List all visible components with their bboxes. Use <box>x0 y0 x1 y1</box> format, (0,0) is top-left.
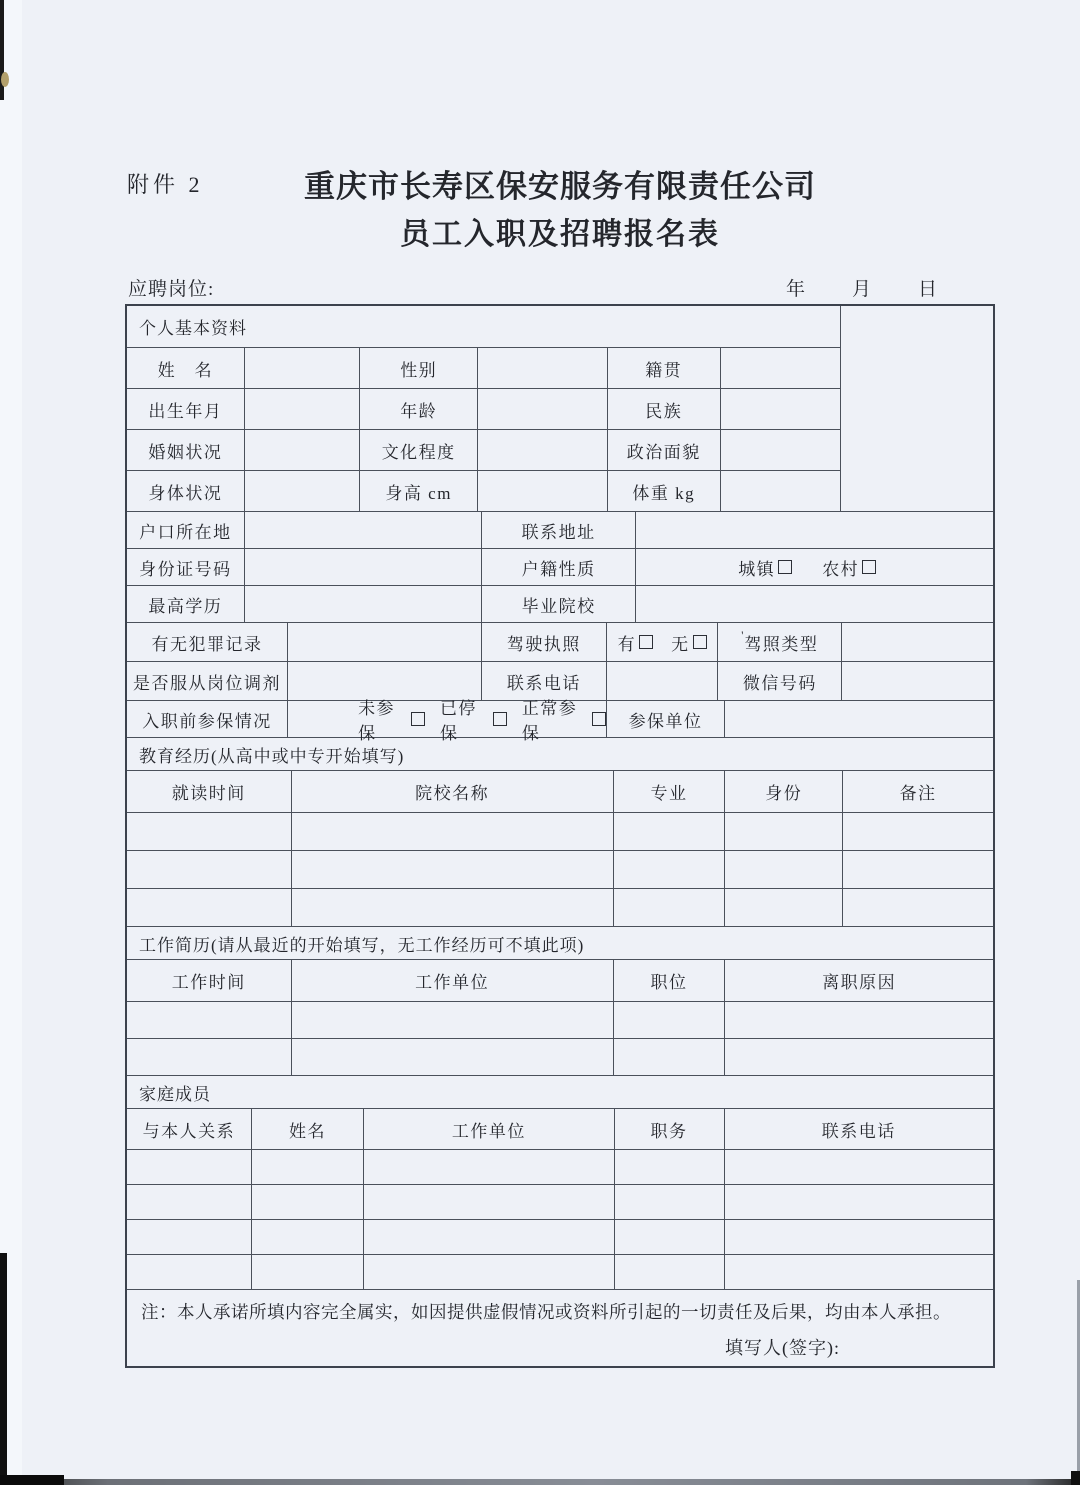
table-row <box>127 771 993 813</box>
insurance-status-label: 入职前参保情况 <box>127 701 288 738</box>
empty-cell <box>127 1255 252 1290</box>
marital-status-label: 婚姻状况 <box>127 430 245 471</box>
household-location-value-cell <box>245 512 482 549</box>
phone-label: 联系电话 <box>482 662 607 701</box>
empty-cell <box>364 1150 614 1185</box>
table-row <box>127 430 841 471</box>
rural-checkbox <box>862 560 876 574</box>
empty-cell <box>843 813 993 851</box>
highest-education-value-cell <box>245 586 482 623</box>
height-value-cell <box>478 471 608 512</box>
empty-cell <box>725 1150 993 1185</box>
date-day-label: 日 <box>917 279 937 300</box>
empty-cell <box>252 1150 365 1185</box>
contact-address-value-cell <box>636 512 993 549</box>
political-status-value-cell <box>721 430 841 471</box>
company-name-title: 重庆市长寿区保安服务有限责任公司 <box>304 169 816 204</box>
education-section-title: 教育经历(从高中或中专开始填写) <box>127 738 993 771</box>
form-title: 员工入职及招聘报名表 <box>400 218 720 251</box>
edu-header-identity: 身份 <box>725 771 843 813</box>
empty-cell <box>843 851 993 889</box>
work-header-position: 职位 <box>614 960 726 1002</box>
table-row <box>127 306 841 348</box>
work-header-employer: 工作单位 <box>292 960 614 1002</box>
date-year-label: 年 <box>785 279 805 300</box>
empty-cell <box>127 1150 252 1185</box>
empty-cell <box>364 1220 614 1255</box>
photo-box <box>841 306 993 512</box>
name-value-cell <box>245 348 361 389</box>
family-header-name: 姓名 <box>252 1109 365 1150</box>
document-body <box>125 0 995 1368</box>
normally-insured-option <box>522 694 606 744</box>
table-row <box>127 1290 993 1366</box>
insurance-unit-value-cell <box>725 701 993 738</box>
table-row <box>127 549 993 586</box>
graduate-school-value-cell <box>636 586 993 623</box>
work-header-leave-reason: 离职原因 <box>725 960 993 1002</box>
household-type-options-cell <box>636 549 993 586</box>
date-fields <box>786 274 937 301</box>
native-place-value-cell <box>721 348 841 389</box>
criminal-record-label: 有无犯罪记录 <box>127 623 288 662</box>
family-empty-row <box>127 1185 993 1220</box>
id-number-value-cell <box>245 549 482 586</box>
empty-cell <box>614 1002 726 1039</box>
signer-label: 填写人(签字): <box>725 1338 840 1358</box>
empty-cell <box>292 1039 614 1076</box>
insurance-unit-label: 参保单位 <box>607 701 726 738</box>
family-empty-row <box>127 1220 993 1255</box>
highest-education-label: 最高学历 <box>127 586 245 623</box>
physical-condition-value-cell <box>245 471 361 512</box>
name-label: 姓 名 <box>127 348 245 389</box>
title-block <box>125 161 995 253</box>
marital-status-value-cell <box>245 430 361 471</box>
table-row <box>127 348 841 389</box>
phone-value-cell <box>607 662 719 701</box>
license-type-label <box>718 623 842 662</box>
driving-license-label: 驾驶执照 <box>482 623 607 662</box>
graduate-school-label: 毕业院校 <box>482 586 636 623</box>
personal-info-section-title: 个人基本资料 <box>127 306 841 348</box>
education-level-value-cell <box>478 430 608 471</box>
personal-basics-section <box>127 306 993 512</box>
stray-scan-mark: ' <box>741 628 744 642</box>
empty-cell <box>252 1255 365 1290</box>
document-header <box>125 161 995 253</box>
personal-basics-grid <box>127 306 841 512</box>
empty-cell <box>292 889 614 927</box>
meta-row <box>125 274 995 301</box>
empty-cell <box>364 1255 614 1290</box>
scan-artifact-bottom-left <box>0 1475 64 1485</box>
ethnicity-label: 民族 <box>608 389 721 430</box>
insurance-suspended-label: 已停保 <box>439 699 477 743</box>
normally-insured-label: 正常参保 <box>521 699 578 743</box>
insurance-suspended-checkbox <box>493 712 507 726</box>
education-empty-row <box>127 889 993 927</box>
urban-checkbox <box>778 560 792 574</box>
scan-speck <box>1 72 9 87</box>
table-row <box>127 512 993 549</box>
weight-value-cell <box>721 471 841 512</box>
license-yes-checkbox <box>639 635 653 649</box>
height-label: 身高 cm <box>360 471 478 512</box>
education-empty-row <box>127 851 993 889</box>
empty-cell <box>292 851 614 889</box>
table-row <box>127 389 841 430</box>
table-row <box>127 699 993 743</box>
empty-cell <box>127 851 292 889</box>
ethnicity-value-cell <box>721 389 841 430</box>
empty-cell <box>615 1255 725 1290</box>
family-section-title: 家庭成员 <box>127 1076 993 1109</box>
work-section-title: 工作简历(请从最近的开始填写，无工作经历可不填此项) <box>127 927 993 960</box>
date-month-label: 月 <box>851 279 871 300</box>
contact-address-label: 联系地址 <box>482 512 636 549</box>
insurance-suspended-option <box>440 694 507 744</box>
work-empty-row <box>127 1002 993 1039</box>
license-yes-label: 有 <box>617 634 637 654</box>
edu-header-period: 就读时间 <box>127 771 292 813</box>
family-header-position: 职务 <box>615 1109 725 1150</box>
age-label: 年龄 <box>360 389 478 430</box>
table-row <box>127 1109 993 1150</box>
urban-option-label: 城镇 <box>738 559 776 579</box>
native-place-label: 籍贯 <box>608 348 721 389</box>
scan-artifact-bottom-right <box>1071 1471 1080 1485</box>
political-status-label: 政治面貌 <box>608 430 721 471</box>
license-type-value-cell <box>842 623 993 662</box>
weight-label: 体重 kg <box>608 471 721 512</box>
birth-date-label: 出生年月 <box>127 389 245 430</box>
empty-cell <box>725 851 843 889</box>
normally-insured-checkbox <box>592 712 606 726</box>
wechat-label: 微信号码 <box>718 662 842 701</box>
education-level-label: 文化程度 <box>360 430 478 471</box>
empty-cell <box>252 1185 365 1220</box>
family-header-phone: 联系电话 <box>725 1109 993 1150</box>
age-value-cell <box>478 389 608 430</box>
gender-value-cell <box>478 348 608 389</box>
empty-cell <box>614 889 726 927</box>
license-no-checkbox <box>693 635 707 649</box>
edu-header-remarks: 备注 <box>843 771 993 813</box>
table-row <box>127 623 993 662</box>
edu-header-major: 专业 <box>614 771 726 813</box>
license-no-label: 无 <box>671 634 690 654</box>
empty-cell <box>127 1002 292 1039</box>
family-header-relationship: 与本人关系 <box>127 1109 252 1150</box>
table-row <box>127 927 993 960</box>
empty-cell <box>725 889 843 927</box>
empty-cell <box>127 813 292 851</box>
table-row <box>127 960 993 1002</box>
gender-label: 性别 <box>360 348 478 389</box>
family-empty-row <box>127 1150 993 1185</box>
empty-cell <box>292 1002 614 1039</box>
not-insured-option <box>358 694 425 744</box>
scan-artifact-bottom <box>0 1479 1080 1485</box>
empty-cell <box>615 1220 725 1255</box>
table-row <box>127 1076 993 1109</box>
table-row <box>127 738 993 771</box>
position-applied-label: 应聘岗位: <box>128 279 215 300</box>
edu-header-school: 院校名称 <box>292 771 614 813</box>
license-type-label-text: 驾照类型 <box>744 634 819 654</box>
education-empty-row <box>127 813 993 851</box>
family-header-employer: 工作单位 <box>364 1109 614 1150</box>
empty-cell <box>615 1150 725 1185</box>
birth-date-value-cell <box>245 389 361 430</box>
rural-option <box>822 555 876 580</box>
table-row <box>127 471 841 512</box>
declaration-note-cell <box>127 1290 993 1366</box>
empty-cell <box>725 1039 993 1076</box>
empty-cell <box>292 813 614 851</box>
empty-cell <box>127 1039 292 1076</box>
empty-cell <box>614 851 726 889</box>
empty-cell <box>725 1002 993 1039</box>
work-header-period: 工作时间 <box>127 960 292 1002</box>
household-type-label: 户籍性质 <box>482 549 636 586</box>
id-number-label: 身份证号码 <box>127 549 245 586</box>
wechat-value-cell <box>842 662 993 701</box>
household-location-label: 户口所在地 <box>127 512 245 549</box>
work-empty-row <box>127 1039 993 1076</box>
empty-cell <box>725 1185 993 1220</box>
insurance-options-cell <box>288 699 607 743</box>
license-yes-option <box>618 630 654 655</box>
physical-condition-label: 身体状况 <box>127 471 245 512</box>
urban-option <box>738 555 792 580</box>
scan-artifact-left-bottom <box>0 1253 7 1485</box>
driving-license-options-cell <box>607 623 719 662</box>
empty-cell <box>725 813 843 851</box>
declaration-note-text: 注：本人承诺所填内容完全属实，如因提供虚假情况或资料所引起的一切责任及后果，均由本人承担。 <box>141 1302 951 1322</box>
empty-cell <box>127 1185 252 1220</box>
family-empty-row <box>127 1255 993 1290</box>
not-insured-checkbox <box>411 712 425 726</box>
empty-cell <box>252 1220 365 1255</box>
not-insured-label: 未参保 <box>358 699 396 743</box>
license-no-option <box>671 630 707 655</box>
rural-option-label: 农村 <box>822 559 860 579</box>
empty-cell <box>614 1039 726 1076</box>
job-adjustment-label: 是否服从岗位调剂 <box>127 662 288 701</box>
empty-cell <box>127 889 292 927</box>
empty-cell <box>725 1255 993 1290</box>
attachment-label: 附件 2 <box>127 172 204 197</box>
empty-cell <box>127 1220 252 1255</box>
empty-cell <box>614 813 726 851</box>
empty-cell <box>615 1185 725 1220</box>
criminal-record-value-cell <box>288 623 482 662</box>
empty-cell <box>364 1185 614 1220</box>
empty-cell <box>843 889 993 927</box>
table-row <box>127 586 993 623</box>
application-form-table <box>125 304 995 1368</box>
empty-cell <box>725 1220 993 1255</box>
